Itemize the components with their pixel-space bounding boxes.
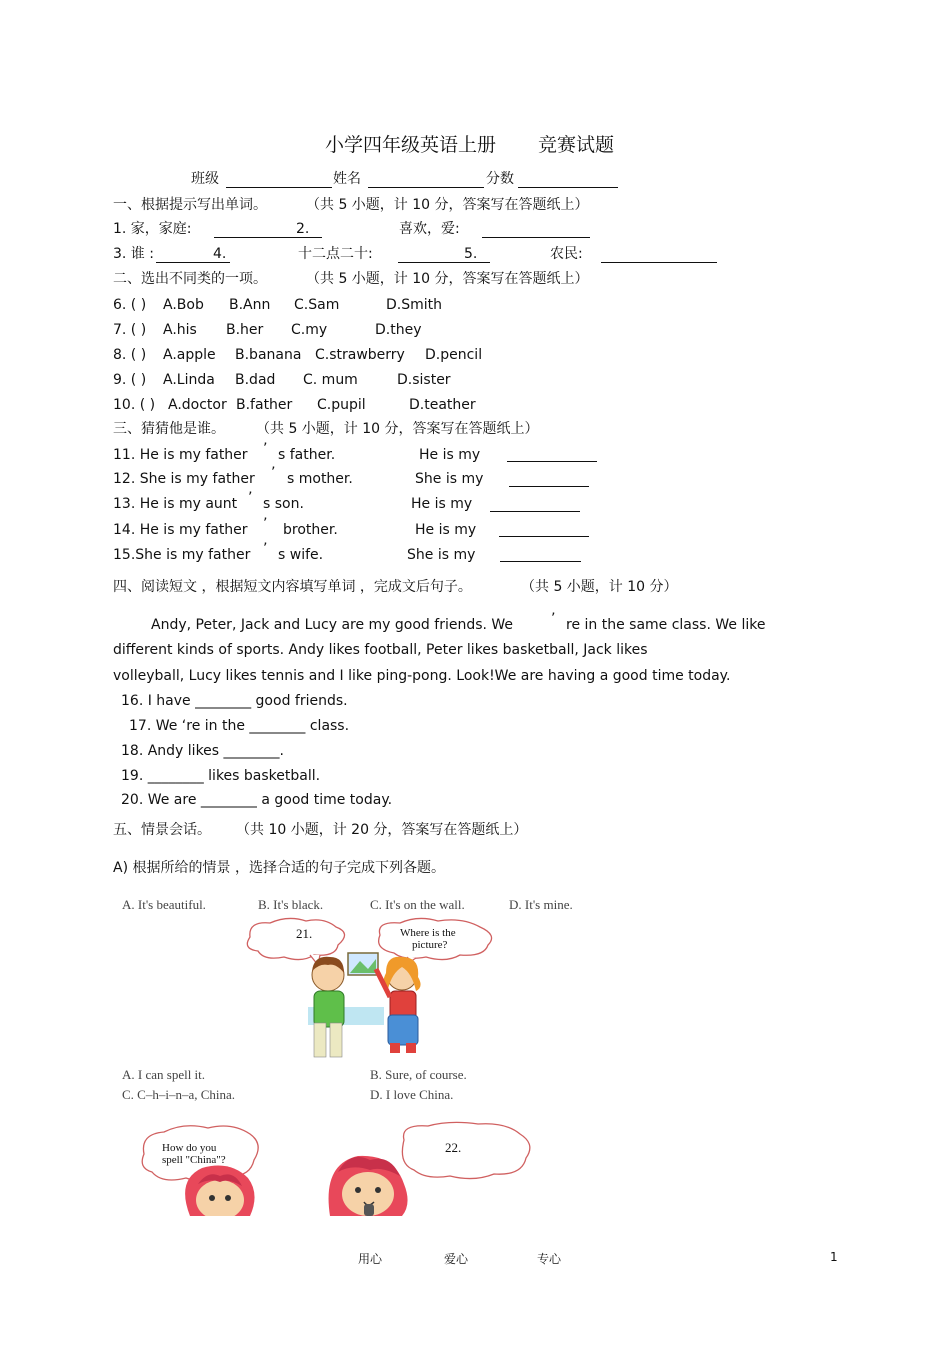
section5-part-a: A) 根据所给的情景 ，选择合适的句子完成下列各题。 [113, 860, 445, 876]
q19-text: 19. ________ likes basketball. [121, 768, 321, 784]
pic1-option-d: D. It's mine. [509, 897, 573, 912]
q6-option-c: C.Sam [294, 297, 340, 313]
section5-note: （共 10 小题，计 20 分，答案写在答题纸上） [236, 822, 528, 838]
pic1-option-a: A. It's beautiful. [122, 897, 206, 912]
q10-option-c: C.pupil [317, 397, 366, 413]
bubble-question-2-line2: spell "China"? [162, 1154, 226, 1166]
pic2-option-c: C. C–h–i–n–a, China. [122, 1087, 236, 1102]
dialogue-illustration-1 [240, 915, 505, 1065]
section1-heading: 一、根据提示写出单词。 [113, 197, 267, 213]
q12-text: 12. She is my father [113, 471, 255, 487]
q8-option-a: A.apple [163, 347, 216, 363]
bubble-22: 22. [445, 1140, 462, 1155]
q8-option-b: B.banana [235, 347, 302, 363]
q15-apostrophe: ’ [263, 541, 268, 557]
section5-heading: 五、情景会话。 [113, 822, 211, 838]
q11-apostrophe: ’ [263, 441, 268, 457]
q15-text: 15.She is my father [113, 547, 251, 563]
q1-label: 1. 家，家庭: [113, 221, 192, 237]
bubble-21: 21. [296, 926, 313, 941]
q6-number: 6. ( ) [113, 297, 147, 313]
q9-option-b: B.dad [235, 372, 276, 388]
q14-text: 14. He is my father [113, 522, 248, 538]
q2-blank[interactable] [482, 237, 590, 238]
bubble-question-2-line1: How do you [162, 1142, 217, 1154]
pic1-option-b: B. It's black. [258, 897, 324, 912]
class-field[interactable] [226, 187, 332, 188]
q10-option-a: A.doctor [168, 397, 227, 413]
footer-item-3: 专心 [537, 1252, 562, 1266]
q13-apostrophe: ’ [248, 490, 253, 506]
section1-note: （共 5 小题，计 10 分，答案写在答题纸上） [306, 197, 589, 213]
q9-option-a: A.Linda [163, 372, 215, 388]
footer-item-2: 爱心 [444, 1252, 469, 1266]
q11-rest: s father. [278, 447, 336, 463]
q12-blank[interactable] [509, 486, 589, 487]
passage-line-1: Andy, Peter, Jack and Lucy are my good friends. We [151, 617, 514, 633]
q9-option-c: C. mum [303, 372, 358, 388]
page-subtitle: 竞赛试题 [538, 134, 615, 156]
q9-number: 9. ( ) [113, 372, 147, 388]
dialogue-illustration-2 [138, 1120, 538, 1216]
q7-option-a: A.his [163, 322, 197, 338]
section3-heading: 三、猜猜他是谁。 [113, 421, 225, 437]
q15-blank[interactable] [500, 561, 581, 562]
q2-number: 2. [296, 221, 310, 237]
q8-option-c: C.strawberry [315, 347, 405, 363]
pic2-option-b: B. Sure, of course. [370, 1067, 467, 1082]
q12-rest: s mother. [287, 471, 353, 487]
q17-text: 17. We ‘re in the ________ class. [129, 718, 350, 734]
section2-note: （共 5 小题，计 10 分，答案写在答题纸上） [306, 271, 589, 287]
q15-rest: s wife. [278, 547, 324, 563]
section4-note: （共 5 小题，计 10 分） [521, 579, 678, 595]
q5-number: 5. [464, 246, 478, 262]
q13-answer-label: He is my [411, 496, 473, 512]
name-label: 姓名 [333, 171, 361, 187]
q14-rest: brother. [283, 522, 338, 538]
bubble-question-1-line2: picture? [412, 939, 448, 951]
q8-number: 8. ( ) [113, 347, 147, 363]
q7-option-b: B.her [226, 322, 264, 338]
q4-hint: 十二点二十: [298, 246, 373, 262]
name-field[interactable] [368, 187, 484, 188]
score-field[interactable] [518, 187, 618, 188]
section4-heading: 四、阅读短文 ，根据短文内容填写单词 ，完成文后句子。 [113, 579, 472, 595]
q2-hint: 喜欢，爱: [399, 221, 460, 237]
q13-text: 13. He is my aunt [113, 496, 238, 512]
q5-hint: 农民: [550, 246, 583, 262]
q11-blank[interactable] [507, 461, 597, 462]
q4-number: 4. [213, 246, 227, 262]
class-label: 班级 [191, 171, 219, 187]
pic2-option-d: D. I love China. [370, 1087, 454, 1102]
page-number: 1 [830, 1250, 838, 1264]
q3-label: 3. 谁 : [113, 246, 154, 262]
page-title: 小学四年级英语上册 [325, 134, 497, 156]
passage-line-2: different kinds of sports. Andy likes football, Peter likes basketball, Jack likes [113, 642, 648, 658]
q10-option-b: B.father [236, 397, 293, 413]
q8-option-d: D.pencil [425, 347, 483, 363]
q14-apostrophe: ’ [263, 516, 268, 532]
q6-option-d: D.Smith [386, 297, 443, 313]
section2-heading: 二、选出不同类的一项。 [113, 271, 267, 287]
q13-rest: s son. [263, 496, 304, 512]
q13-blank[interactable] [490, 511, 580, 512]
q11-answer-label: He is my [419, 447, 481, 463]
passage-line-1-end: re in the same class. We like [566, 617, 766, 633]
q7-option-c: C.my [291, 322, 328, 338]
passage-line-3: volleyball, Lucy likes tennis and I like ping-pong. Look!We are having a good time today. [113, 668, 731, 684]
q14-answer-label: He is my [415, 522, 477, 538]
q6-option-a: A.Bob [163, 297, 204, 313]
q10-number: 10. ( ) [113, 397, 156, 413]
pic2-option-a: A. I can spell it. [122, 1067, 206, 1082]
q10-option-d: D.teather [409, 397, 476, 413]
passage-apostrophe: ’ [551, 611, 556, 627]
section3-note: （共 5 小题，计 10 分，答案写在答题纸上） [256, 421, 539, 437]
q6-option-b: B.Ann [229, 297, 271, 313]
q11-text: 11. He is my father [113, 447, 248, 463]
pic1-option-c: C. It's on the wall. [370, 897, 465, 912]
q7-number: 7. ( ) [113, 322, 147, 338]
q9-option-d: D.sister [397, 372, 451, 388]
q7-option-d: D.they [375, 322, 422, 338]
q12-apostrophe: ’ [271, 465, 276, 481]
q15-answer-label: She is my [407, 547, 476, 563]
score-label: 分数 [486, 171, 514, 187]
q16-text: 16. I have ________ good friends. [121, 693, 348, 709]
q18-text: 18. Andy likes ________. [121, 743, 284, 759]
q14-blank[interactable] [499, 536, 589, 537]
q12-answer-label: She is my [415, 471, 484, 487]
q20-text: 20. We are ________ a good time today. [121, 792, 393, 808]
footer-item-1: 用心 [358, 1252, 383, 1266]
bubble-question-1-line1: Where is the [400, 927, 456, 939]
q5-blank[interactable] [601, 262, 717, 263]
